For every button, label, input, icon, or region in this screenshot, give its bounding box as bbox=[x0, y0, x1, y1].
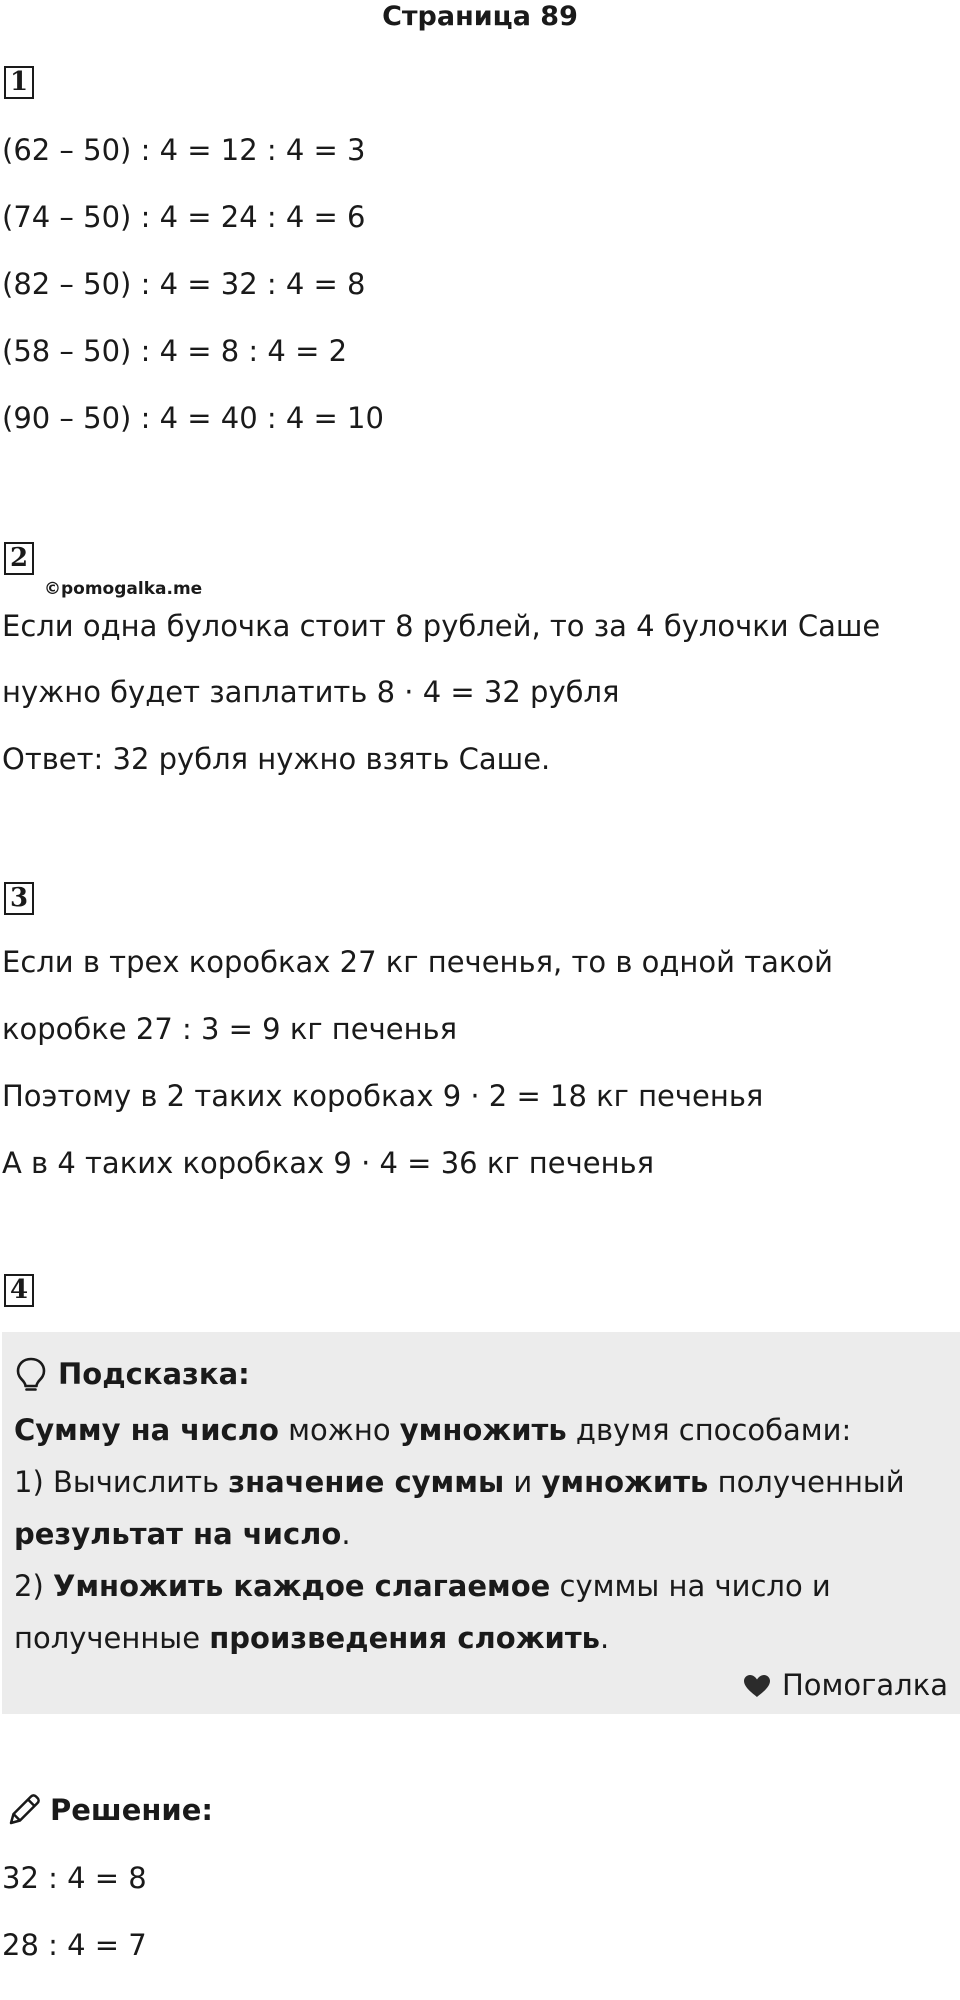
hint-text: 1) Вычислить bbox=[14, 1465, 229, 1499]
task-3-line-1: Если в трех коробках 27 кг печенья, то в одной такой bbox=[2, 945, 833, 979]
hint-line-3 bbox=[14, 1514, 351, 1554]
task-2-line-1: Если одна булочка стоит 8 рублей, то за 4 булочки Саше bbox=[2, 609, 881, 643]
hint-text: . bbox=[341, 1517, 351, 1551]
task-3-line-3: Поэтому в 2 таких коробках 9 · 2 = 18 кг печенья bbox=[2, 1079, 764, 1113]
hint-bold: результат на число bbox=[14, 1517, 342, 1551]
task-1-line-3: (82 – 50) : 4 = 32 : 4 = 8 bbox=[2, 267, 366, 301]
heart-icon bbox=[742, 1673, 772, 1699]
task-4-number: 4 bbox=[4, 1274, 34, 1307]
hint-line-1 bbox=[14, 1410, 851, 1450]
lightbulb-icon bbox=[14, 1356, 48, 1392]
hint-text: полученный bbox=[708, 1465, 905, 1499]
hint-bold: Сумму на число bbox=[14, 1413, 279, 1447]
page-title: Страница 89 bbox=[382, 1, 578, 32]
task-1-line-5: (90 – 50) : 4 = 40 : 4 = 10 bbox=[2, 401, 384, 435]
hint-box bbox=[2, 1332, 960, 1714]
pencil-icon bbox=[6, 1792, 42, 1828]
solution-line-2: 28 : 4 = 7 bbox=[2, 1928, 147, 1962]
task-2-line-2: нужно будет заплатить 8 · 4 = 32 рубля bbox=[2, 675, 620, 709]
hint-bold: произведения сложить bbox=[209, 1621, 601, 1655]
solution-label: Решение: bbox=[50, 1793, 214, 1827]
watermark: ©pomogalka.me bbox=[44, 579, 203, 599]
task-1-line-1: (62 – 50) : 4 = 12 : 4 = 3 bbox=[2, 133, 366, 167]
task-3-number: 3 bbox=[4, 882, 34, 915]
brand-name: Помогалка bbox=[782, 1668, 948, 1702]
hint-text: можно bbox=[278, 1413, 400, 1447]
brand bbox=[782, 1665, 948, 1705]
solution-line-1: 32 : 4 = 8 bbox=[2, 1861, 147, 1895]
hint-line-5 bbox=[14, 1618, 609, 1658]
hint-text: суммы на число и bbox=[550, 1569, 831, 1603]
hint-bold: умножить bbox=[541, 1465, 709, 1499]
task-3-line-4: А в 4 таких коробках 9 · 4 = 36 кг печенья bbox=[2, 1146, 655, 1180]
hint-bold: значение суммы bbox=[228, 1465, 505, 1499]
hint-line-2 bbox=[14, 1462, 905, 1502]
task-1-line-2: (74 – 50) : 4 = 24 : 4 = 6 bbox=[2, 200, 366, 234]
hint-label: Подсказка: bbox=[58, 1357, 250, 1391]
task-1-line-4: (58 – 50) : 4 = 8 : 4 = 2 bbox=[2, 334, 348, 368]
task-2-line-3: Ответ: 32 рубля нужно взять Саше. bbox=[2, 742, 551, 776]
hint-text: полученные bbox=[14, 1621, 210, 1655]
task-2-number: 2 bbox=[4, 542, 34, 575]
task-3-line-2: коробке 27 : 3 = 9 кг печенья bbox=[2, 1012, 458, 1046]
hint-bold: Умножить каждое слагаемое bbox=[52, 1569, 551, 1603]
task-1-number: 1 bbox=[4, 66, 34, 99]
hint-text: . bbox=[600, 1621, 610, 1655]
hint-line-4 bbox=[14, 1566, 831, 1606]
hint-text: 2) bbox=[14, 1569, 53, 1603]
hint-text: двумя способами: bbox=[566, 1413, 852, 1447]
hint-text: и bbox=[504, 1465, 542, 1499]
hint-bold: умножить bbox=[399, 1413, 567, 1447]
